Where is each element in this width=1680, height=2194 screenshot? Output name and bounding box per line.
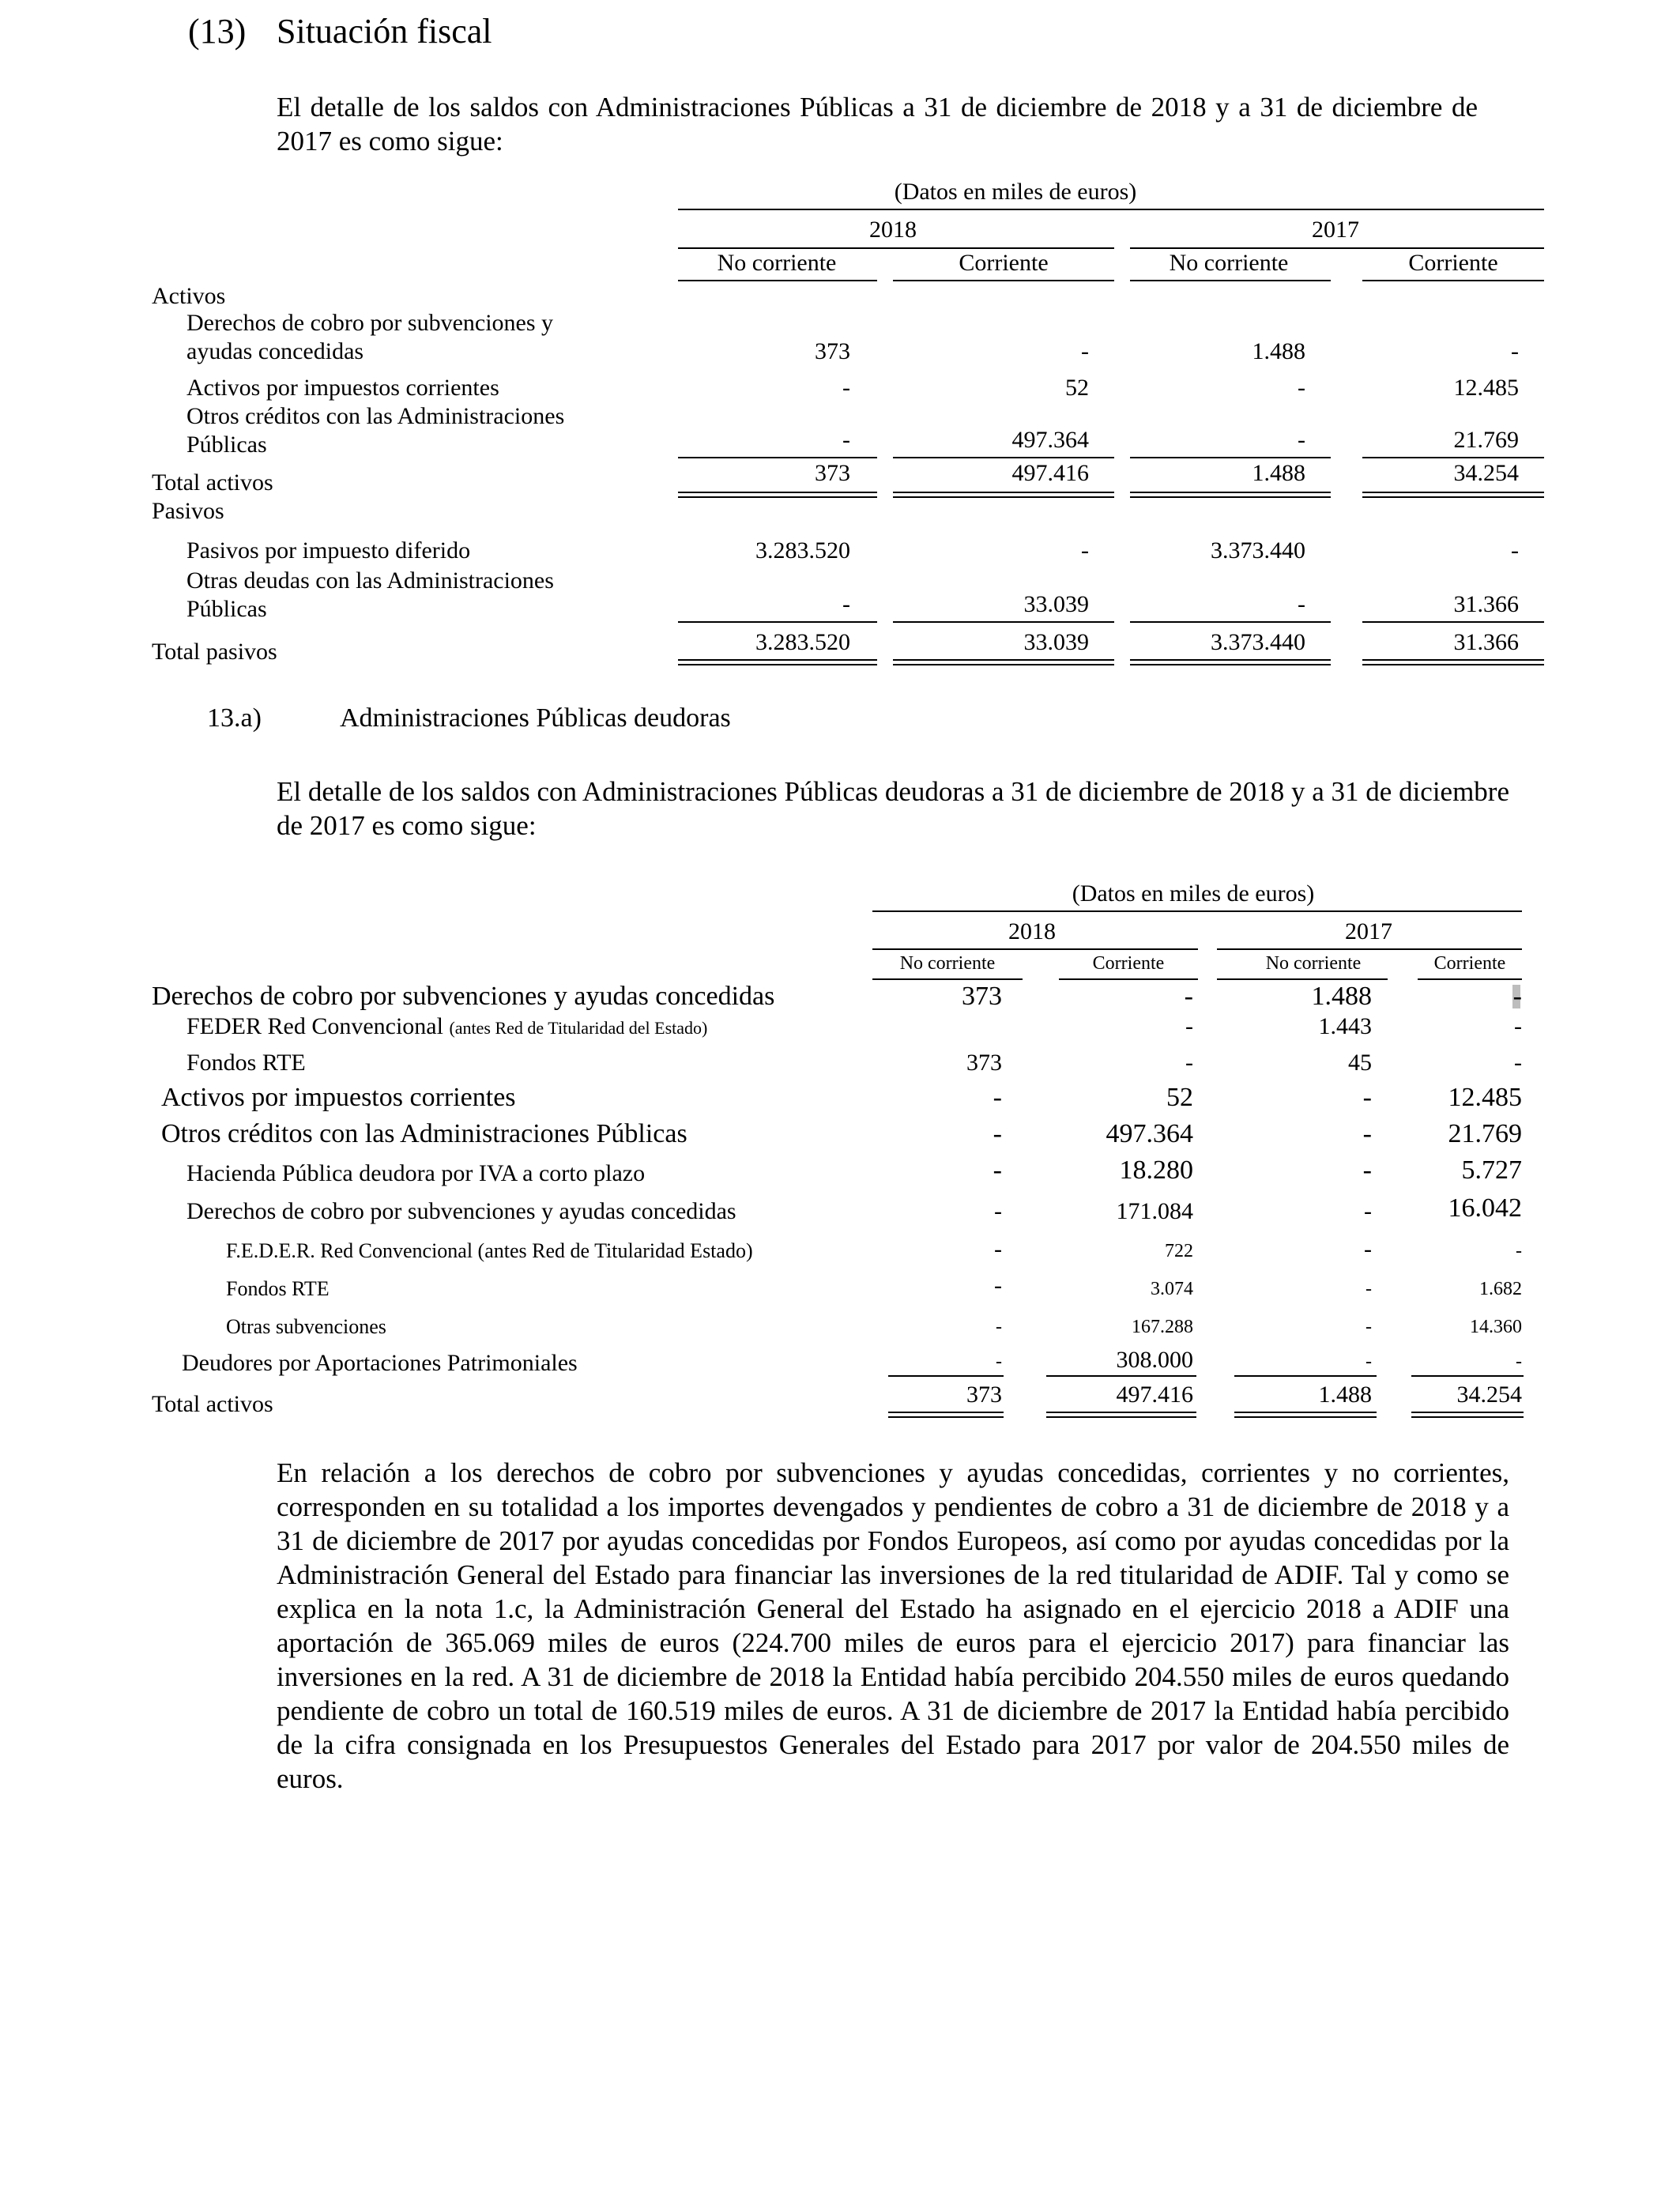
year-header-2017: 2017 — [1312, 217, 1359, 243]
column-rule — [1418, 978, 1522, 980]
row-label: Públicas — [186, 432, 267, 458]
total-activos-label: Total activos — [152, 1391, 273, 1417]
column-header: No corriente — [899, 953, 996, 974]
table-caption: (Datos en miles de euros) — [894, 179, 1137, 205]
cell-value: 171.084 — [1116, 1198, 1193, 1224]
row-label: Activos por impuestos corrientes — [186, 375, 499, 401]
table-rule — [678, 209, 1544, 210]
total-value: 33.039 — [1023, 629, 1089, 655]
row-label: Pasivos por impuesto diferido — [186, 537, 471, 564]
cell-value: - — [994, 1236, 1002, 1262]
cell-value: - — [1298, 427, 1305, 453]
row-label: FEDER Red Convencional (antes Red de Titularidad del Estado) — [186, 1013, 708, 1039]
cell-value: - — [993, 1083, 1002, 1112]
row-label: Derechos de cobro por subvenciones y ayudas concedidas — [186, 1198, 736, 1224]
total-double-rule — [888, 1412, 1004, 1418]
subtotal-rule — [1130, 621, 1331, 623]
section-title: Situación fiscal — [277, 12, 492, 51]
group-label-activos: Activos — [152, 283, 226, 309]
column-rule — [678, 280, 877, 281]
year-rule-2018 — [678, 247, 1114, 249]
section-intro: El detalle de los saldos con Administraciones Públicas a 31 de diciembre de 2018 y a 31 de diciembre de 2017 es como sigue: — [277, 92, 1478, 156]
total-value: 497.416 — [1011, 460, 1089, 486]
cell-value: 1.488 — [1252, 338, 1305, 364]
cell-value: - — [1298, 591, 1305, 617]
year-rule-2018 — [872, 948, 1198, 950]
cell-value: - — [1514, 1050, 1522, 1076]
subtotal-rule — [888, 1375, 1004, 1377]
cell-value: - — [1185, 1013, 1193, 1039]
cell-value: 21.769 — [1448, 1119, 1522, 1148]
cell-value: - — [1185, 1050, 1193, 1076]
cell-value: - — [1362, 1119, 1372, 1148]
year-rule-2017 — [1130, 247, 1544, 249]
cell-value: - — [996, 1317, 1002, 1337]
subsection-title: Administraciones Públicas deudoras — [340, 703, 731, 733]
row-label: Derechos de cobro por subvenciones y ayudas concedidas — [152, 982, 775, 1011]
column-rule — [872, 978, 1023, 980]
subtotal-rule — [1362, 457, 1544, 458]
cell-value: 1.443 — [1318, 1013, 1372, 1039]
row-label: Otras deudas con las Administraciones — [186, 567, 554, 594]
cell-value: 21.769 — [1453, 427, 1519, 453]
subtotal-rule — [1130, 457, 1331, 458]
row-label: Otros créditos con las Administraciones Públicas — [161, 1119, 687, 1148]
column-header: Corriente — [959, 250, 1049, 276]
cell-value: - — [1362, 1155, 1372, 1185]
year-header-2018: 2018 — [1008, 918, 1056, 944]
total-double-rule — [1130, 659, 1331, 665]
cell-value: - — [1365, 1317, 1372, 1337]
subtotal-rule — [678, 621, 877, 623]
cell-value: - — [1516, 1241, 1522, 1261]
section-number: (13) — [188, 12, 247, 51]
column-header: Corriente — [1408, 250, 1498, 276]
subtotal-rule — [1411, 1375, 1524, 1377]
total-double-rule — [893, 659, 1114, 665]
row-label: Otros créditos con las Administraciones — [186, 403, 565, 429]
subsection-number: 13.a) — [207, 703, 262, 733]
column-header: Corriente — [1092, 953, 1165, 974]
total-double-rule — [1046, 1412, 1196, 1418]
row-label: Fondos RTE — [186, 1050, 306, 1076]
cell-value: - — [1365, 1351, 1372, 1372]
cell-value: 308.000 — [1116, 1347, 1193, 1373]
cell-value: - — [842, 375, 850, 401]
cell-value: 33.039 — [1023, 591, 1089, 617]
year-header-2018: 2018 — [869, 217, 917, 243]
cell-value: - — [1184, 982, 1193, 1011]
subtotal-rule — [1234, 1375, 1377, 1377]
total-value: 34.254 — [1456, 1382, 1522, 1408]
cell-value: - — [1364, 1198, 1372, 1224]
cell-value: - — [993, 1119, 1002, 1148]
total-value: 31.366 — [1453, 629, 1519, 655]
total-value: 34.254 — [1453, 460, 1519, 486]
total-double-rule — [1411, 1412, 1524, 1418]
row-label: Activos por impuestos corrientes — [161, 1083, 516, 1112]
cell-value: 373 — [815, 338, 850, 364]
column-rule — [1059, 978, 1198, 980]
subtotal-rule — [678, 457, 877, 458]
cell-value: 5.727 — [1461, 1155, 1522, 1185]
total-value: 1.488 — [1252, 460, 1305, 486]
cell-value: 1.488 — [1311, 982, 1372, 1011]
cell-value: - — [1512, 982, 1522, 1011]
column-rule — [1217, 978, 1388, 980]
total-value: 373 — [966, 1382, 1002, 1408]
subtotal-rule — [893, 621, 1114, 623]
row-label: Derechos de cobro por subvenciones y — [186, 310, 554, 336]
column-rule — [1362, 280, 1544, 281]
cell-value: 3.074 — [1151, 1279, 1193, 1299]
cell-value: - — [993, 1155, 1002, 1185]
cell-value: 373 — [962, 982, 1002, 1011]
cell-value: 14.360 — [1470, 1317, 1522, 1337]
row-label: Hacienda Pública deudora por IVA a corto plazo — [186, 1160, 646, 1186]
cell-value: - — [1365, 1279, 1372, 1299]
cell-value: 373 — [966, 1050, 1002, 1076]
cell-value: - — [1081, 338, 1089, 364]
cell-value: 497.364 — [1106, 1119, 1193, 1148]
row-label: ayudas concedidas — [186, 338, 364, 364]
cell-value: 497.364 — [1011, 427, 1089, 453]
closing-paragraph: En relación a los derechos de cobro por subvenciones y ayudas concedidas, corrientes y no corrientes, corresponden en su totalidad a los importes devengados y pendientes de cobro a 31 de diciembre de 2018 y a 31 de diciembre de 2017 por ayudas concedidas por Fondos Europeos, así como por ayudas concedidas por la Administración General del Estado para financiar las inversiones de la red titularidad de ADIF. Tal y como se explica en la nota 1.c, la Administración General del Estado ha asignado en el ejercicio 2018 a ADIF una aportación de 365.069 miles de euros (224.700 miles de euros para el ejercicio 2017) para financiar las inversiones en la red. A 31 de diciembre de 2018 la Entidad había percibido 204.550 miles de euros quedando pendiente de cobro un total de 160.519 miles de euros. A 31 de diciembre de 2017 la Entidad había percibido de la cifra consignada en los Presupuestos Generales del Estado para 2017 por valor de 204.550 miles de euros. — [277, 1457, 1509, 1794]
total-value: 497.416 — [1116, 1382, 1193, 1408]
year-header-2017: 2017 — [1345, 918, 1392, 944]
cell-value: - — [994, 1272, 1002, 1299]
total-value: 3.283.520 — [755, 629, 850, 655]
cell-value: - — [1081, 537, 1089, 564]
column-header: Corriente — [1433, 953, 1506, 974]
group-label-pasivos: Pasivos — [152, 498, 224, 524]
cell-value: - — [1298, 375, 1305, 401]
cell-value: 16.042 — [1448, 1193, 1522, 1223]
row-label: Públicas — [186, 596, 267, 622]
cell-value: 3.283.520 — [755, 537, 850, 564]
cell-value: - — [1514, 1013, 1522, 1039]
row-label: F.E.D.E.R. Red Convencional (antes Red de Titularidad Estado) — [226, 1239, 753, 1262]
table-rule — [872, 910, 1522, 912]
cell-value: - — [842, 427, 850, 453]
cell-value: - — [1364, 1236, 1372, 1262]
cell-value: - — [1516, 1351, 1522, 1372]
cell-value: 3.373.440 — [1211, 537, 1305, 564]
cell-value: 167.288 — [1132, 1317, 1193, 1337]
subtotal-rule — [1362, 621, 1544, 623]
cell-value: 52 — [1166, 1083, 1193, 1112]
row-label: Deudores por Aportaciones Patrimoniales — [182, 1350, 578, 1376]
total-double-rule — [1234, 1412, 1377, 1418]
total-double-rule — [678, 492, 877, 498]
total-double-rule — [678, 659, 877, 665]
total-double-rule — [893, 492, 1114, 498]
cell-value: 31.366 — [1453, 591, 1519, 617]
row-label: Otras subvenciones — [226, 1315, 386, 1338]
column-rule — [1130, 280, 1331, 281]
row-note: (antes Red de Titularidad del Estado) — [449, 1018, 708, 1038]
row-label: Fondos RTE — [226, 1277, 330, 1300]
total-pasivos-label: Total pasivos — [152, 639, 277, 665]
total-activos-label: Total activos — [152, 469, 273, 496]
total-double-rule — [1362, 659, 1544, 665]
cell-value: - — [1511, 338, 1519, 364]
cell-value: 52 — [1065, 375, 1089, 401]
cell-value: 45 — [1348, 1050, 1372, 1076]
cell-value: - — [996, 1351, 1002, 1372]
subtotal-rule — [1046, 1375, 1196, 1377]
column-header: No corriente — [717, 250, 837, 276]
subtotal-rule — [893, 457, 1114, 458]
cell-value: 1.682 — [1479, 1279, 1522, 1299]
column-rule — [893, 280, 1114, 281]
table-caption: (Datos en miles de euros) — [1072, 880, 1315, 907]
total-value: 373 — [815, 460, 850, 486]
cell-value: - — [994, 1198, 1002, 1224]
cell-value: - — [842, 591, 850, 617]
total-double-rule — [1130, 492, 1331, 498]
column-header: No corriente — [1169, 250, 1289, 276]
cell-value: 722 — [1165, 1241, 1193, 1261]
column-header: No corriente — [1265, 953, 1362, 974]
total-double-rule — [1362, 492, 1544, 498]
cell-value: - — [1511, 537, 1519, 564]
cell-value: 12.485 — [1453, 375, 1519, 401]
total-value: 3.373.440 — [1211, 629, 1305, 655]
cell-value: 12.485 — [1448, 1083, 1522, 1112]
cell-value: 18.280 — [1119, 1155, 1193, 1185]
total-value: 1.488 — [1318, 1382, 1372, 1408]
subsection-intro: El detalle de los saldos con Administraciones Públicas deudoras a 31 de diciembre de 2018 y a 31 de diciembre de 2017 es como sigue: — [277, 776, 1509, 841]
year-rule-2017 — [1217, 948, 1522, 950]
cell-value: - — [1362, 1083, 1372, 1112]
